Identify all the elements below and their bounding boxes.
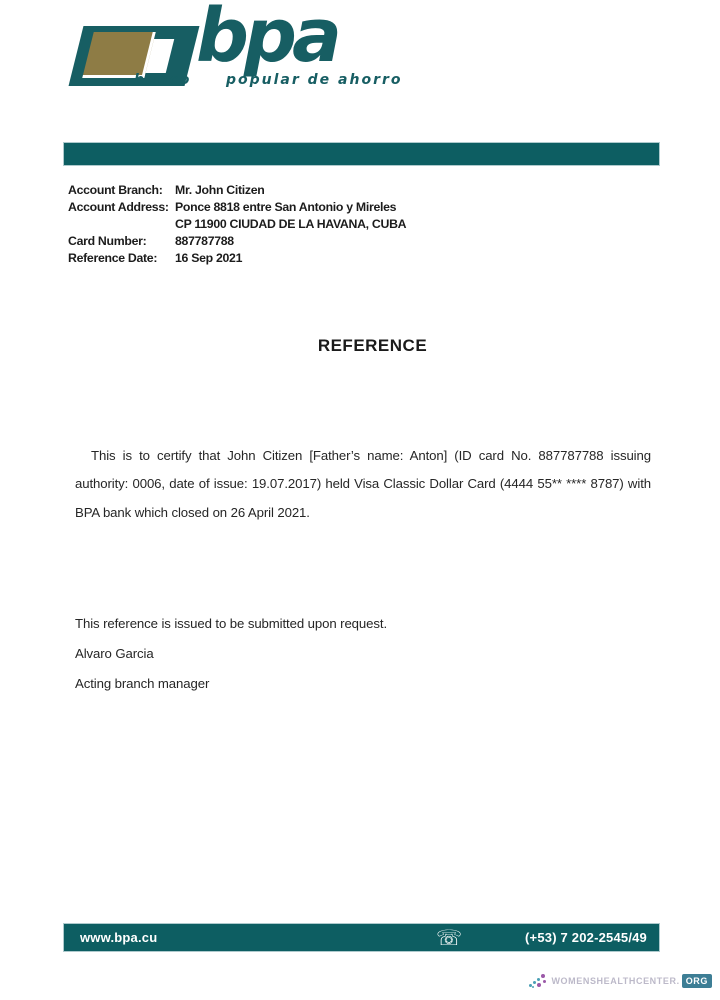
account-row-card-number bbox=[68, 233, 628, 250]
account-address-value-line2: CP 11900 CIUDAD DE LA HAVANA, CUBA bbox=[175, 217, 407, 231]
watermark-dots-icon bbox=[529, 973, 548, 990]
closing-statement: This reference is issued to be submitted upon request. bbox=[75, 616, 388, 631]
certification-paragraph: This is to certify that John Citizen [Father’s name: Anton] (ID card No. 887787788 issuing authority: 0006, date of issue: 19.07.2017) held Visa Classic Dollar Card (4444 55** **** 8787) with BPA bank which closed on 26 April 2021. bbox=[75, 448, 651, 520]
reference-date-label: Reference Date: bbox=[68, 251, 158, 265]
account-details bbox=[68, 182, 628, 267]
reference-date-value: 16 Sep 2021 bbox=[175, 251, 243, 265]
signer-title: Acting branch manager bbox=[75, 676, 210, 691]
logo-tagline-banco: banco bbox=[134, 72, 192, 88]
footer-phone-number: (+53) 7 202-2545/49 bbox=[525, 930, 647, 945]
account-row-reference-date bbox=[68, 250, 628, 267]
closing-block bbox=[75, 609, 651, 699]
watermark-site-name: WOMENSHEALTHCENTER. bbox=[551, 976, 680, 986]
account-branch-label: Account Branch: bbox=[68, 183, 163, 197]
account-row-address bbox=[68, 199, 628, 216]
account-address-label: Account Address: bbox=[68, 200, 169, 214]
footer-website: www.bpa.cu bbox=[80, 930, 158, 945]
reference-title: REFERENCE bbox=[317, 336, 428, 355]
logo-tagline-popular: popular de ahorro bbox=[226, 72, 403, 88]
card-number-value: 887787788 bbox=[175, 234, 234, 248]
header-divider-bar bbox=[63, 142, 660, 166]
account-row-address-line2 bbox=[68, 216, 628, 233]
card-number-label: Card Number: bbox=[68, 234, 147, 248]
bpa-logo bbox=[0, 0, 420, 110]
account-branch-value: Mr. John Citizen bbox=[175, 183, 265, 197]
telephone-icon: ☏ bbox=[436, 926, 463, 950]
account-row-branch bbox=[68, 182, 628, 199]
account-address-value: Ponce 8818 entre San Antonio y Mireles bbox=[175, 200, 397, 214]
logo-wordmark: bpa bbox=[196, 0, 337, 79]
footer-bar bbox=[63, 923, 660, 952]
account-address-label-spacer bbox=[68, 216, 175, 233]
watermark-tld-badge: ORG bbox=[682, 974, 712, 988]
site-watermark bbox=[529, 971, 712, 991]
signer-name: Alvaro Garcia bbox=[75, 646, 154, 661]
